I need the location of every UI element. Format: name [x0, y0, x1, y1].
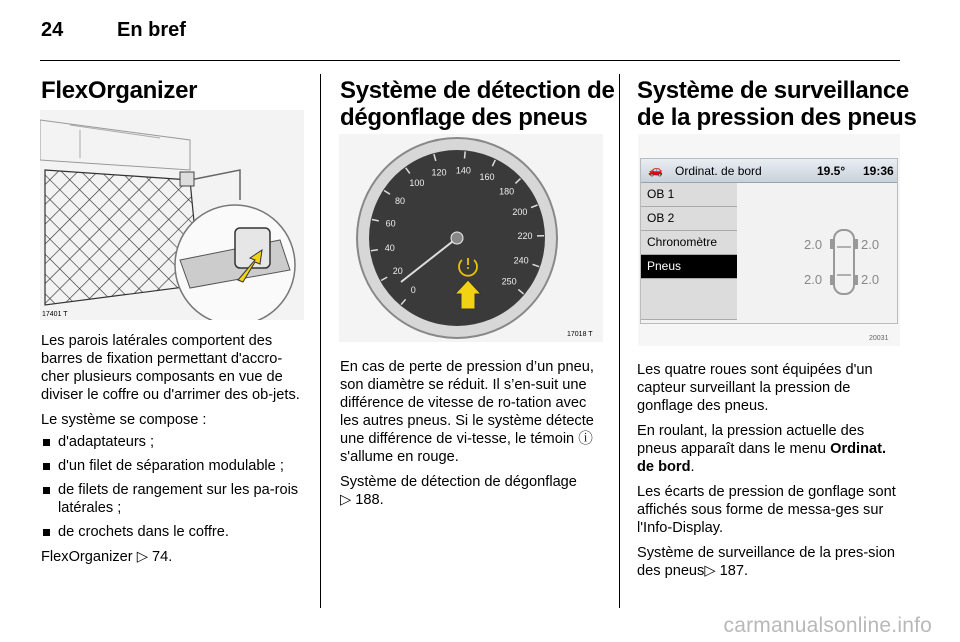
heading-line: de la pression des pneus	[637, 104, 917, 131]
tire-rear-left: 2.0	[804, 272, 823, 287]
arrow-reference-icon: ▷	[136, 549, 148, 565]
speedometer-number: 60	[385, 218, 396, 229]
figure-code: 17401 T	[42, 311, 68, 318]
reference-text: Système de détection de dégonflage	[340, 474, 577, 490]
speedometer-number: 80	[394, 195, 406, 206]
speedometer-number: 250	[501, 276, 517, 287]
tire-deflation-heading	[340, 77, 615, 131]
speedometer-number: 200	[512, 207, 528, 218]
display-menu	[641, 183, 737, 320]
paragraph-text: En cas de perte de pression d’un pneu, son diamètre se réduit. Il s’en-suit une différence de vitesse de ro-tation avec les autres pneus. Si le système détecte une différence de vi-tesse, le témoin	[340, 359, 594, 447]
display-title-bar	[641, 159, 897, 183]
reference-page: 188.	[355, 492, 384, 508]
speedometer-tick	[371, 250, 378, 251]
tire-warning-icon: ⓘ	[578, 431, 593, 447]
col1-intro: Le système se compose :	[41, 412, 207, 428]
speedometer-figure	[339, 134, 603, 342]
tire-front-right: 2.0	[861, 237, 880, 252]
flexorganizer-heading: FlexOrganizer	[41, 77, 198, 104]
list-item: d'un filet de séparation modulable ;	[41, 457, 307, 475]
figure-code: 20031	[869, 335, 889, 342]
menu-empty	[641, 279, 737, 320]
col3-paragraph: Les écarts de pression de gonflage sont affichés sous forme de messa-ges sur l'Info-Display.	[637, 484, 896, 536]
menu-name-bold: Ordinat. de bord	[637, 441, 887, 475]
info-display	[640, 158, 898, 324]
list-item: de crochets dans le coffre.	[41, 523, 307, 541]
arrow-reference-icon: ▷	[340, 492, 352, 508]
menu-item-ob1: OB 1	[641, 183, 737, 207]
tire-pressure-monitoring-heading	[637, 77, 917, 131]
display-temperature: 19.5°	[817, 164, 846, 178]
col3-paragraph: Les quatre roues sont équipées d'un capteur surveillant la pression de gonflage des pneus.	[637, 362, 873, 414]
header-divider	[40, 60, 900, 61]
menu-item-ob2: OB 2	[641, 207, 737, 231]
column-divider-1	[320, 74, 321, 608]
col1-paragraph: Les parois latérales comportent des barres de fixation permettant d'accro-cher plusieurs composants en vue de diviser le coffre ou d'arrimer des ob-jets.	[41, 333, 300, 403]
menu-item-pneus: Pneus	[641, 255, 737, 279]
page-number: 24	[41, 19, 64, 41]
list-item: de filets de rangement sur les pa-rois latérales ;	[41, 481, 307, 517]
col2-paragraph	[340, 358, 606, 466]
info-display-figure	[638, 134, 900, 346]
section-title: En bref	[117, 19, 186, 41]
tire-front-left: 2.0	[804, 237, 823, 252]
heading-line: Système de surveillance	[637, 77, 909, 104]
col3-text	[637, 361, 903, 587]
col3-paragraph	[637, 422, 903, 476]
speedometer-number: 120	[431, 167, 447, 178]
reference-page: 74.	[152, 549, 173, 565]
col1-text	[41, 332, 307, 573]
paragraph-text: s'allume en rouge.	[340, 449, 459, 465]
menu-item-chronometre: Chronomètre	[641, 231, 737, 255]
watermark: carmanualsonline.info	[723, 614, 932, 637]
speedometer-illustration	[339, 134, 603, 342]
speedometer-number: 160	[479, 172, 495, 182]
column-divider-2	[619, 74, 620, 608]
list-item: d'adaptateurs ;	[41, 433, 307, 451]
trunk-net-illustration	[40, 110, 304, 320]
component-list	[41, 433, 307, 541]
speedometer-number: 180	[499, 186, 515, 197]
flexorganizer-figure	[40, 110, 304, 320]
col2-page-reference	[340, 473, 606, 509]
tire-pressure-panel	[737, 183, 897, 323]
reference-page: 187.	[719, 563, 749, 579]
tire-rear-right: 2.0	[861, 272, 880, 287]
speedometer-number: 20	[392, 266, 403, 277]
speedometer-number: 0	[410, 285, 416, 296]
col1-page-reference	[41, 548, 307, 566]
display-time: 19:36	[863, 164, 894, 178]
figure-code: 17018 T	[567, 331, 593, 338]
speedometer-tick	[465, 151, 466, 158]
arrow-reference-icon: ▷	[704, 563, 716, 579]
heading-line: dégonflage des pneus	[340, 104, 588, 131]
car-top-view-icon	[829, 227, 859, 297]
col2-text	[340, 358, 606, 516]
heading-line: Système de détection de	[340, 77, 615, 104]
speedometer-number: 100	[409, 178, 425, 189]
speedometer-number: 140	[455, 165, 471, 176]
display-title: Ordinat. de bord	[675, 164, 762, 178]
speedometer-number: 40	[384, 243, 395, 253]
speedometer-number: 240	[513, 255, 529, 266]
car-icon: 🚗	[648, 163, 663, 177]
col3-page-reference	[637, 544, 903, 580]
reference-text: Système de surveillance de la pres-sion des pneus	[637, 545, 895, 579]
paragraph-text: .	[690, 459, 695, 475]
paragraph-text: En roulant, la pression actuelle des pneus apparaît dans le menu	[637, 423, 865, 457]
reference-text: FlexOrganizer	[41, 549, 133, 565]
speedometer-number: 220	[517, 231, 533, 242]
